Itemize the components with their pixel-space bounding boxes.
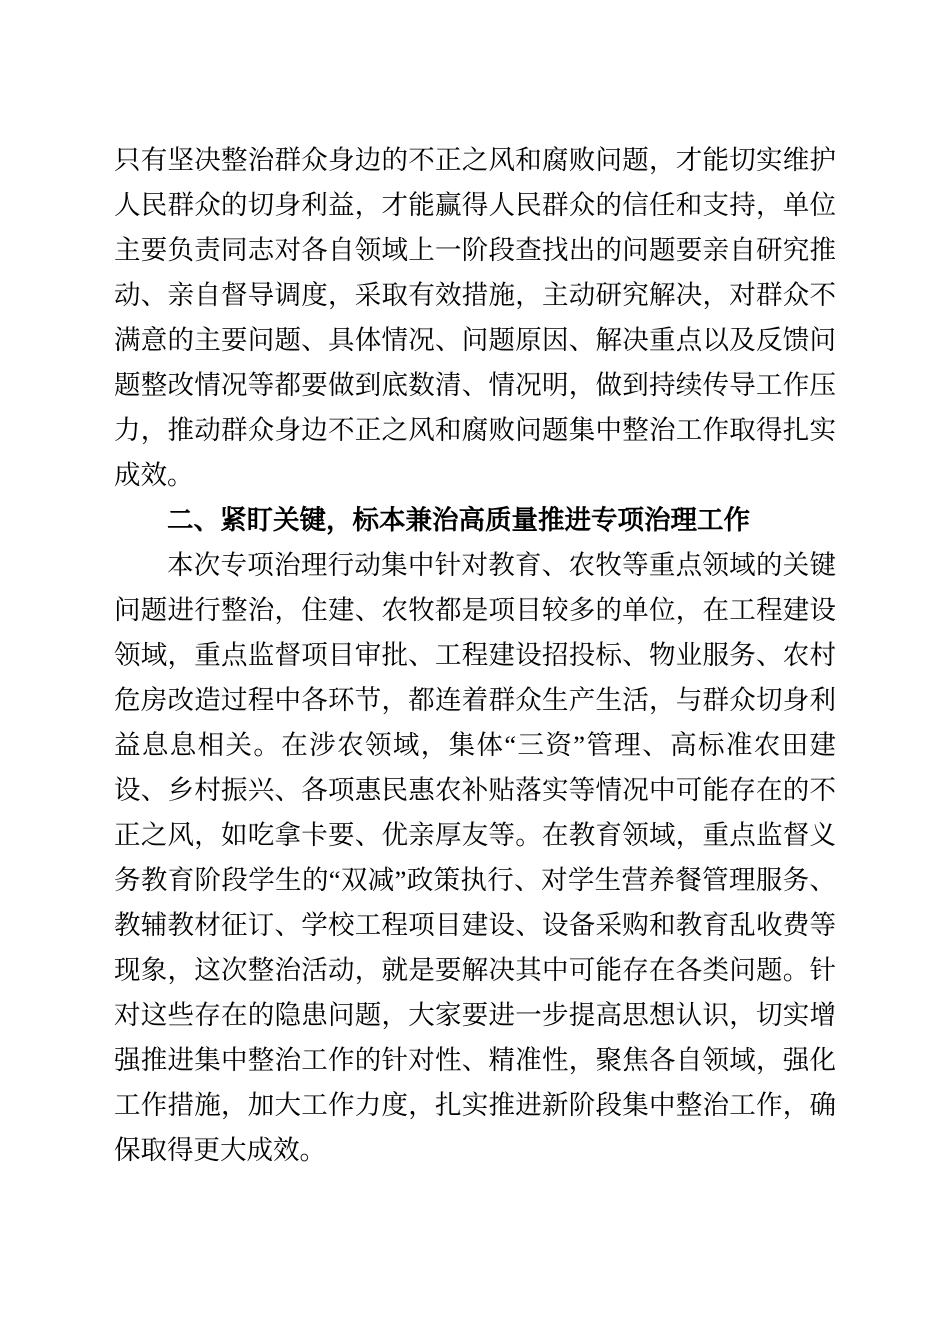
document-body [114,138,836,1173]
paragraph-continuation: 只有坚决整治群众身边的不正之风和腐败问题，才能切实维护人民群众的切身利益，才能赢得人民群众的信任和支持，单位主要负责同志对各自领域上一阶段查找出的问题要亲自研究推动、亲自督导调度，采取有效措施，主动研究解决，对群众不满意的主要问题、具体情况、问题原因、解决重点以及反馈问题整改情况等都要做到底数清、情况明，做到持续传导工作压力，推动群众身边不正之风和腐败问题集中整治工作取得扎实成效。 [114,145,836,490]
section-heading: 二、紧盯关键，标本兼治高质量推进专项治理工作 [167,505,750,535]
paragraph-body: 本次专项治理行动集中针对教育、农牧等重点领域的关键问题进行整治，住建、农牧都是项目较多的单位，在工程建设领域，重点监督项目审批、工程建设招投标、物业服务、农村危房改造过程中各环节，都连着群众生产生活，与群众切身利益息息相关。在涉农领域，集体“三资”管理、高标准农田建设、乡村振兴、各项惠民惠农补贴落实等情况中可能存在的不正之风，如吃拿卡要、优亲厚友等。在教育领域，重点监督义务教育阶段学生的“双减”政策执行、对学生营养餐管理服务、教辅教材征订、学校工程项目建设、设备采购和教育乱收费等现象，这次整治活动，就是要解决其中可能存在各类问题。针对这些存在的隐患问题，大家要进一步提高思想认识，切实增强推进集中整治工作的针对性、精准性，聚焦各自领域，强化工作措施，加大工作力度，扎实推进新阶段集中整治工作，确保取得更大成效。 [114,550,836,1165]
